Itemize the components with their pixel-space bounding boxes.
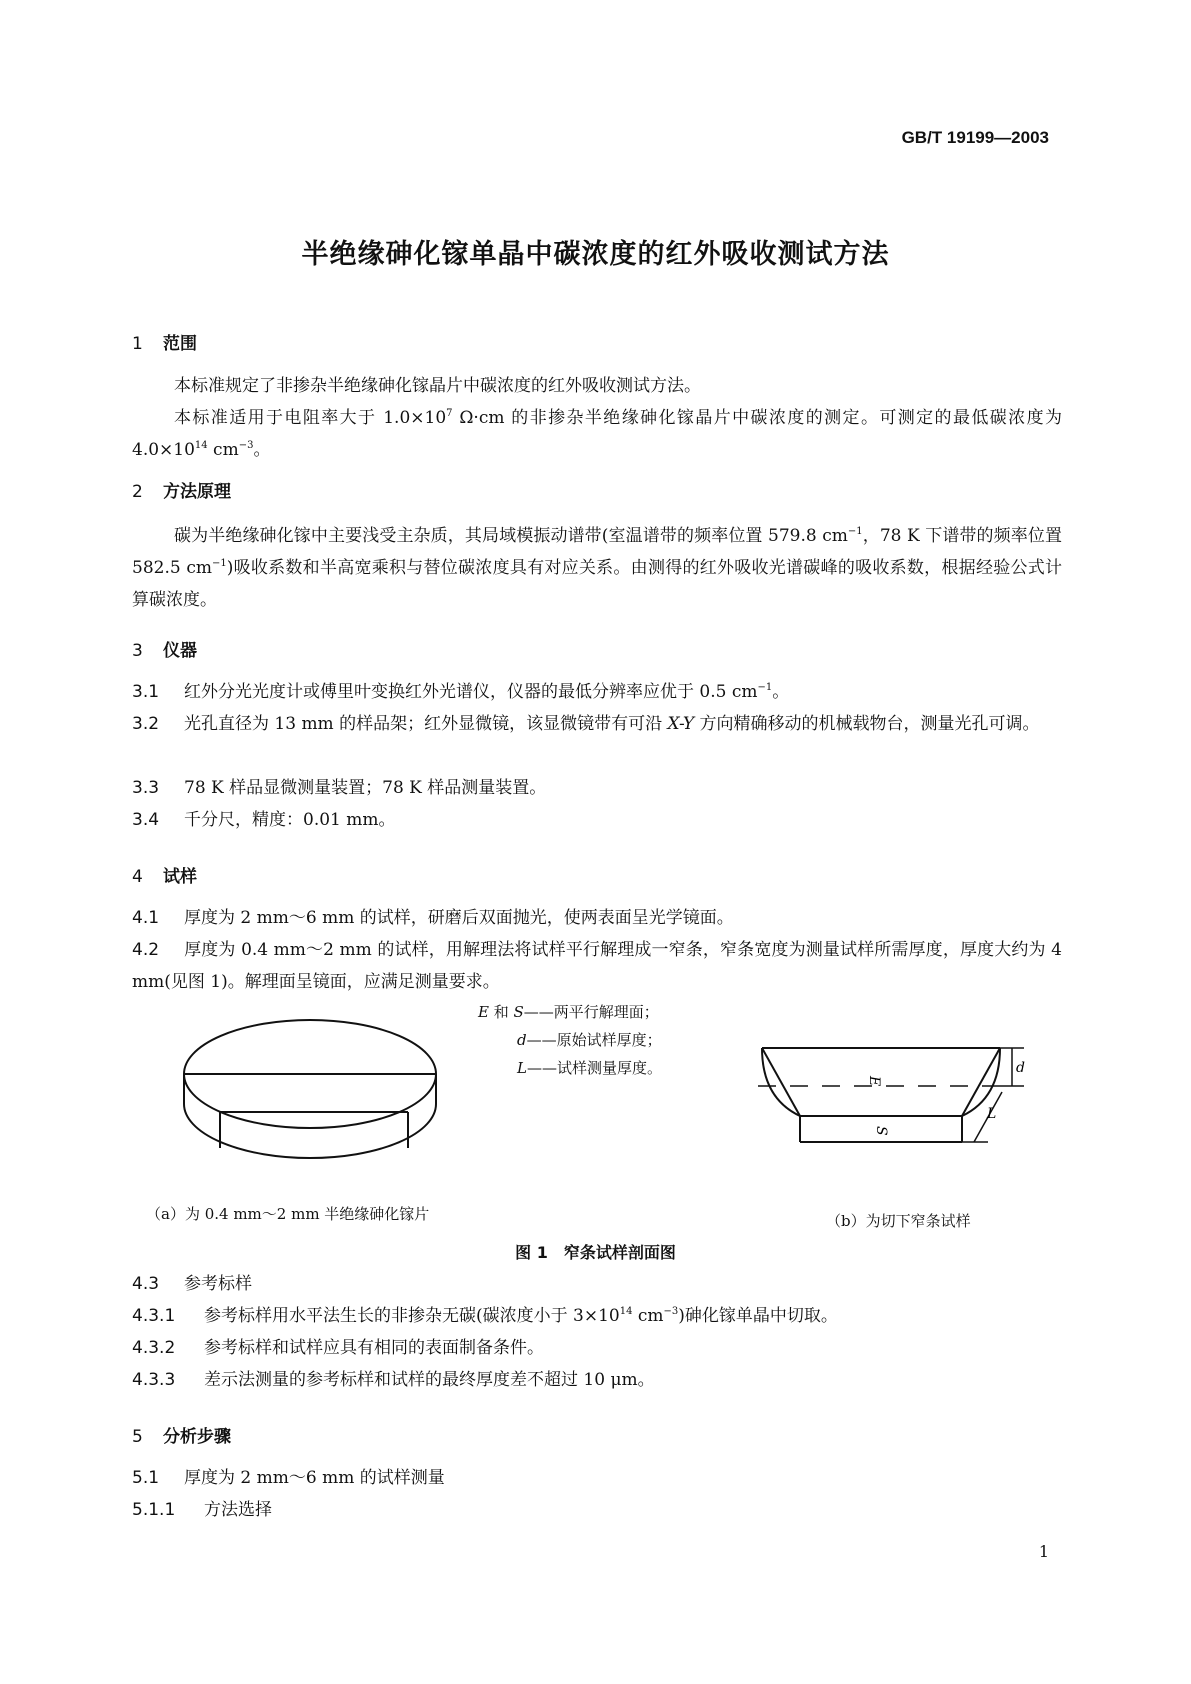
figure-legend: E 和 S——两平行解理面； d——原始试样厚度； L——试样测量厚度。 [478, 1003, 662, 1077]
figure-caption-a: （a）为 0.4 mm～2 mm 半绝缘砷化镓片 [146, 1205, 430, 1223]
section-2-heading [132, 477, 231, 502]
clause: 4.1 厚度为 2 mm～6 mm 的试样，研磨后双面抛光，使两表面呈光学镜面。 [132, 908, 734, 928]
figure-label-s: S [873, 1126, 889, 1136]
clause: 4.2 厚度为 0.4 mm～2 mm 的试样，用解理法将试样平行解理成一窄条，窄条宽度为测量试样所需厚度，厚度大约为 4 mm(见图 1)。解理面呈镜面，应满足测量要求。 [132, 940, 1062, 992]
clause: 3.2 光孔直径为 13 mm 的样品架；红外显微镜，该显微镜带有可沿 X-Y 方向精确移动的机械载物台，测量光孔可调。 [132, 714, 1040, 734]
section-3-heading [132, 636, 197, 661]
section-number: 3 [132, 641, 143, 661]
clause: 5.1 厚度为 2 mm～6 mm 的试样测量 [132, 1468, 445, 1488]
paragraph: 本标准适用于电阻率大于 $1.0\times 10^7$ Ω·cm 的非掺杂半绝缘砷化镓晶片中碳浓度的测定。可测定的最低碳浓度为 $4.0\times 10^{14}$ $cm^{-3}$。 [132, 408, 1062, 460]
figure-label-d: d [1016, 1060, 1025, 1076]
clause: 3.4 千分尺，精度：0.01 mm。 [132, 810, 396, 830]
paragraph: 本标准规定了非掺杂半绝缘砷化镓晶片中碳浓度的红外吸收测试方法。 [174, 376, 701, 396]
section-4-heading [132, 862, 197, 887]
section-title: 范围 [163, 334, 197, 354]
standard-number: GB/T 19199—2003 [901, 128, 1049, 147]
clause: 4.3.2 参考标样和试样应具有相同的表面制备条件。 [132, 1338, 544, 1358]
clause: 4.3 参考标样 [132, 1274, 252, 1294]
section-title: 试样 [163, 867, 197, 887]
figure-title: 图 1 窄条试样剖面图 [515, 1243, 676, 1262]
figure-label-l: L [987, 1106, 997, 1122]
section-number: 2 [132, 482, 143, 502]
paragraph: 碳为半绝缘砷化镓中主要浅受主杂质，其局域模振动谱带(室温谱带的频率位置 579.8 $cm^{-1}$，78 K 下谱带的频率位置 582.5 $cm^{-1}$)吸收系数和半高宽乘积与替位碳浓度具有对应关系。由测得的红外吸收光谱碳峰的吸收系数，根据经验公式计算碳浓度。 [132, 526, 1063, 610]
section-title: 方法原理 [163, 482, 231, 502]
section-number: 4 [132, 867, 143, 887]
section-number: 5 [132, 1427, 143, 1447]
document-title: 半绝缘砷化镓单晶中碳浓度的红外吸收测试方法 [301, 239, 890, 270]
clause: 4.3.1 参考标样用水平法生长的非掺杂无碳(碳浓度小于 $3\times 10^{14}$ $cm^{-3}$)砷化镓单晶中切取。 [132, 1306, 838, 1326]
page-number: 1 [1038, 1542, 1049, 1561]
figure-label-e: E [866, 1076, 882, 1087]
section-1-heading [132, 329, 197, 354]
section-5-heading [132, 1422, 231, 1447]
strip-sample-diagram [762, 1040, 1024, 1152]
clause: 5.1.1 方法选择 [132, 1500, 272, 1520]
wafer-diagram [180, 1018, 442, 1170]
clause: 3.3 78 K 样品显微测量装置；78 K 样品测量装置。 [132, 778, 547, 798]
section-title: 仪器 [163, 641, 197, 661]
section-title: 分析步骤 [163, 1427, 231, 1447]
clause: 3.1 红外分光光度计或傅里叶变换红外光谱仪，仪器的最低分辨率应优于 0.5 $cm^{-1}$。 [132, 682, 790, 702]
figure-caption-b: （b）为切下窄条试样 [826, 1212, 971, 1230]
section-number: 1 [132, 334, 143, 354]
clause: 4.3.3 差示法测量的参考标样和试样的最终厚度差不超过 10 μm。 [132, 1370, 655, 1390]
